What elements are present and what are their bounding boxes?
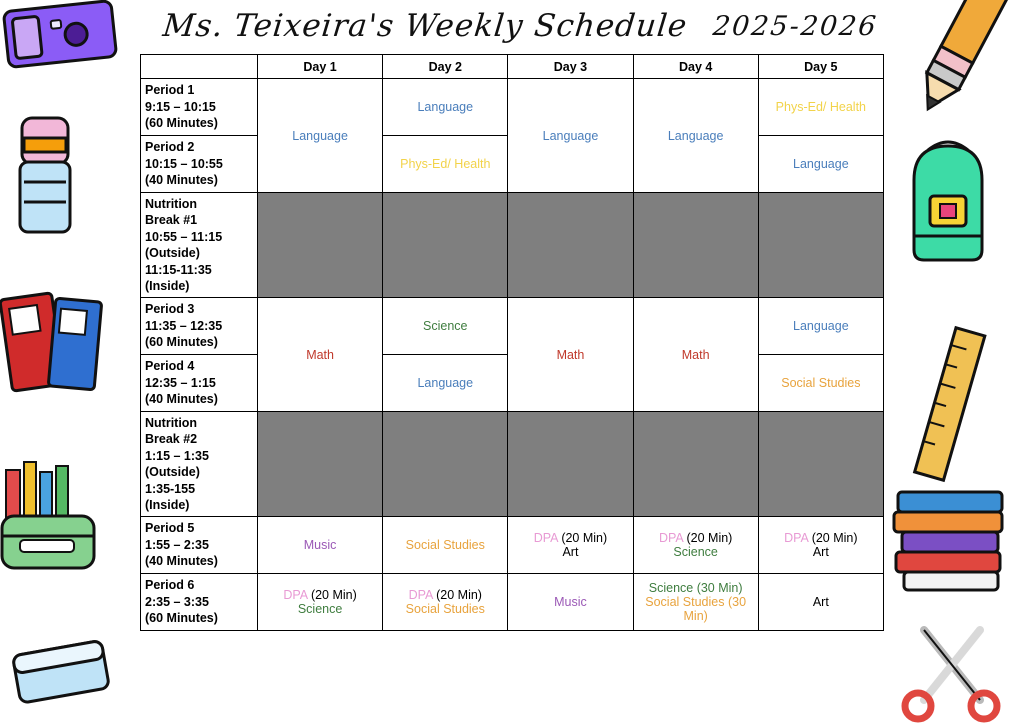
label-line: 10:15 – 10:55 <box>145 156 223 171</box>
schedule-cell <box>758 574 883 631</box>
eraser-icon <box>13 640 110 703</box>
break-filler-cell <box>258 412 383 517</box>
label-line: 1:35-155 <box>145 481 196 496</box>
subject-label: Art <box>812 595 829 609</box>
break-filler-cell <box>508 193 633 298</box>
schedule-cell <box>383 298 508 355</box>
break-filler-cell <box>758 412 883 517</box>
subject-label: Art <box>562 545 579 559</box>
subject-label: Math <box>681 347 710 362</box>
subject-label: Phys-Ed/ Health <box>400 157 491 171</box>
book-stack-icon <box>894 492 1002 590</box>
schedule-cell <box>258 574 383 631</box>
schedule-cell <box>758 79 883 136</box>
day-header-3: Day 3 <box>508 55 633 79</box>
day-header-5: Day 5 <box>758 55 883 79</box>
label-line: Break #2 <box>145 432 198 446</box>
subject-label: DPA (20 Min) <box>283 588 357 602</box>
subject-label: Language <box>542 128 599 143</box>
break-row <box>141 193 884 298</box>
label-line: 12:35 – 1:15 <box>145 375 216 390</box>
subject-label: Science <box>297 602 343 616</box>
label-line: 9:15 – 10:15 <box>145 99 216 114</box>
day-header-1: Day 1 <box>258 55 383 79</box>
ruler-icon <box>915 328 985 480</box>
schedule-cell <box>508 298 633 412</box>
schedule-cell <box>633 574 758 631</box>
period-row <box>141 574 884 631</box>
schedule-cell <box>508 574 633 631</box>
label-line: Nutrition <box>145 196 198 211</box>
schedule-cell <box>758 517 883 574</box>
subject-label: Social Studies <box>405 538 485 552</box>
subject-label: Science (30 Min) <box>648 581 743 595</box>
label-line: (Inside) <box>145 498 190 512</box>
left-decoration-art <box>0 0 140 724</box>
period-row <box>141 298 884 355</box>
day-header-2: Day 2 <box>383 55 508 79</box>
subject-label: Social Studies <box>405 602 485 616</box>
label-line: Break #1 <box>145 213 198 227</box>
subject-label: Language <box>417 376 474 390</box>
label-line: (40 Minutes) <box>145 392 218 407</box>
period-row <box>141 517 884 574</box>
label-line: Period 3 <box>145 302 195 317</box>
label-line: Period 2 <box>145 140 195 155</box>
pencil-case-icon <box>2 462 94 568</box>
label-line: (60 Minutes) <box>145 116 218 131</box>
break-filler-cell <box>633 193 758 298</box>
schedule-cell <box>633 298 758 412</box>
label-line: (60 Minutes) <box>145 335 218 350</box>
weekly-schedule-table <box>140 54 884 631</box>
notebooks-icon <box>0 293 102 391</box>
subject-label: Science <box>423 319 468 333</box>
label-line: (Inside) <box>145 279 190 293</box>
break-label-cell <box>141 193 258 298</box>
schedule-cell <box>383 355 508 412</box>
scissors-icon <box>905 630 997 719</box>
schedule-cell <box>258 79 383 193</box>
table-header-row <box>141 55 884 79</box>
subject-label: Language <box>793 157 849 171</box>
pencil-sharpener-icon <box>3 1 116 68</box>
subject-label: DPA (20 Min) <box>658 531 733 545</box>
period-label-cell <box>141 136 258 193</box>
period-label-cell <box>141 517 258 574</box>
schedule-cell <box>758 355 883 412</box>
schedule-cell <box>508 79 633 193</box>
schedule-cell <box>383 517 508 574</box>
subject-label: Math <box>306 347 334 362</box>
subject-label: DPA (20 Min) <box>408 588 482 602</box>
backpack-icon <box>914 142 982 260</box>
glue-stick-icon <box>20 118 70 232</box>
break-row <box>141 412 884 517</box>
subject-label: Music <box>303 538 337 552</box>
label-line: Period 5 <box>145 521 195 536</box>
subject-label: Language <box>667 128 724 143</box>
period-label-cell <box>141 574 258 631</box>
page-title-bar <box>140 0 900 52</box>
label-line: 11:15-11:35 <box>145 262 212 277</box>
subject-label: Music <box>554 595 587 609</box>
period-row <box>141 79 884 136</box>
label-line: 1:15 – 1:35 <box>145 448 209 463</box>
subject-label: Science <box>673 545 718 559</box>
subject-label: Social Studies (30 Min) <box>645 595 747 623</box>
subject-label: Language <box>292 128 348 143</box>
subject-label: Language <box>417 100 474 114</box>
corner-cell <box>141 55 258 79</box>
label-line: 2:35 – 3:35 <box>145 594 209 609</box>
label-line: Nutrition <box>145 415 198 430</box>
subject-label: Math <box>556 347 585 362</box>
label-line: 11:35 – 12:35 <box>145 318 223 333</box>
label-line: Period 1 <box>145 83 195 98</box>
schedule-cell <box>383 79 508 136</box>
schedule-cell <box>758 136 883 193</box>
label-line: (40 Minutes) <box>145 173 218 188</box>
schedule-cell <box>508 517 633 574</box>
schedule-cell <box>258 298 383 412</box>
schedule-cell <box>383 574 508 631</box>
page-title: Ms. Teixeira's Weekly Schedule <box>160 8 689 44</box>
break-filler-cell <box>383 193 508 298</box>
subject-label: DPA (20 Min) <box>533 531 608 545</box>
subject-label: Phys-Ed/ Health <box>775 100 866 114</box>
table-body <box>141 79 884 631</box>
label-line: (40 Minutes) <box>145 554 218 569</box>
schedule-cell <box>258 517 383 574</box>
break-filler-cell <box>758 193 883 298</box>
school-year-label: 2025-2026 <box>711 10 880 42</box>
pencil-icon <box>912 0 1008 118</box>
subject-label: Art <box>812 545 829 559</box>
schedule-cell <box>633 517 758 574</box>
subject-label: DPA (20 Min) <box>784 531 858 545</box>
label-line: (Outside) <box>145 246 200 260</box>
subject-label: Language <box>793 319 849 333</box>
schedule-cell <box>383 136 508 193</box>
break-filler-cell <box>383 412 508 517</box>
right-decoration-art <box>884 0 1024 724</box>
label-line: 1:55 – 2:35 <box>145 537 209 552</box>
break-filler-cell <box>258 193 383 298</box>
label-line: Period 4 <box>145 359 195 374</box>
day-header-4: Day 4 <box>633 55 758 79</box>
period-label-cell <box>141 355 258 412</box>
break-filler-cell <box>633 412 758 517</box>
label-line: Period 6 <box>145 578 195 593</box>
schedule-cell <box>758 298 883 355</box>
label-line: 10:55 – 11:15 <box>145 229 223 244</box>
subject-label: Social Studies <box>781 376 861 390</box>
period-label-cell <box>141 298 258 355</box>
period-label-cell <box>141 79 258 136</box>
label-line: (60 Minutes) <box>145 611 218 626</box>
label-line: (Outside) <box>145 465 200 479</box>
break-filler-cell <box>508 412 633 517</box>
break-label-cell <box>141 412 258 517</box>
schedule-cell <box>633 79 758 193</box>
